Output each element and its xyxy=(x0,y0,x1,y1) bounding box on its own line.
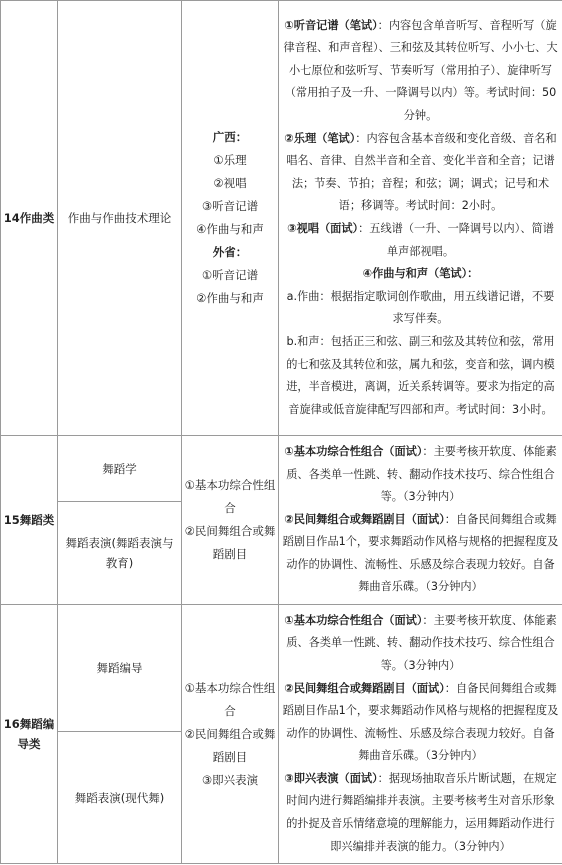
desc-title: ①基本功综合性组合（面试） xyxy=(284,444,423,458)
row-dance-a xyxy=(1,436,562,502)
desc-paragraph xyxy=(282,610,559,678)
subject-item: ②视唱 xyxy=(213,176,247,190)
desc-text: b.和声：包括正三和弦、副三和弦及其转位和弦，常用的七和弦及其转位和弦，属九和弦，变音和弦，调内模进，半音模进，离调，近关系转调等。要求为指定的高音旋律或低音旋律配写四部和声。考试时间：3小时。 xyxy=(286,334,555,416)
desc-title: ①基本功综合性组合（面试） xyxy=(284,613,423,627)
desc-paragraph xyxy=(282,218,559,263)
subject-item: ①基本功综合性组合 xyxy=(184,680,276,718)
desc-text: ：自备民间舞组合或舞蹈剧目作品1个，要求舞蹈动作风格与规格的把握程度及动作的协调性、流畅性、乐感及综合表现力较好。自备舞曲音乐碟。（3分钟内） xyxy=(282,681,559,763)
desc-text: a.作曲：根据指定歌词创作歌曲，用五线谱记谱，不要求写伴奏。 xyxy=(286,289,555,326)
desc-text: ：主要考核开软度、体能素质、各类单一性跳、转、翻动作技术技巧、综合性组合等。（3分钟内） xyxy=(286,444,557,504)
sub-major-cell: 舞蹈学 xyxy=(58,436,182,502)
subject-item: ①乐理 xyxy=(213,153,247,167)
subjects-cell xyxy=(182,436,279,605)
desc-title: ③即兴表演（面试） xyxy=(284,771,378,785)
desc-title: ④作曲与和声（笔试）： xyxy=(362,267,479,281)
desc-text: ：内容包含单音听写、音程听写（旋律音程、和声音程）、三和弦及其转位听写、小小七、大小七原位和弦听写、节奏听写（常用拍子）、旋律听写（常用拍子及一升、一降调号以内）等。考试时间：50分钟。 xyxy=(283,18,558,123)
subject-item: ②民间舞组合或舞蹈剧目 xyxy=(184,726,276,764)
desc-title: ②民间舞组合或舞蹈剧目（面试） xyxy=(284,512,445,526)
subject-item: ④作曲与和声 xyxy=(196,222,264,236)
desc-paragraph xyxy=(282,441,559,509)
desc-text: ：五线谱（一升、一降调号以内）、简谱单声部视唱。 xyxy=(358,222,554,258)
subject-item: ①听音记谱 xyxy=(201,268,259,282)
row-composition xyxy=(1,1,562,436)
row-choreo-a xyxy=(1,605,562,732)
subject-item: ②作曲与和声 xyxy=(196,291,264,305)
desc-title: ①听音记谱（笔试） xyxy=(284,18,378,32)
outside-label: 外省： xyxy=(212,245,248,259)
desc-paragraph xyxy=(282,509,559,599)
sub-major-cell: 舞蹈编导 xyxy=(58,605,182,732)
description-cell xyxy=(279,605,562,864)
description-cell xyxy=(279,1,562,436)
subjects-cell xyxy=(182,1,279,436)
category-cell: 16舞蹈编导类 xyxy=(1,605,58,864)
desc-paragraph xyxy=(282,15,559,128)
subject-item: ③听音记谱 xyxy=(201,199,259,213)
subject-item: ②民间舞组合或舞蹈剧目 xyxy=(184,524,276,561)
category-cell: 14作曲类 xyxy=(1,1,58,436)
desc-title: ②民间舞组合或舞蹈剧目（面试） xyxy=(284,681,445,695)
desc-text: ：据现场抽取音乐片断试题，在规定时间内进行舞蹈编排并表演。主要考核考生对音乐形象的扑捉及音乐情绪意境的理解能力，运用舞蹈动作进行即兴编排并表演的能力。（3分钟内） xyxy=(286,771,557,853)
desc-title: ②乐理（笔试） xyxy=(284,131,356,145)
desc-text: ：内容包含基本音级和变化音级、音名和唱名、音律、自然半音和全音、变化半音和全音；记谱法；节奏、节拍；音程；和弦；调；调式；记号和术语；移调等。考试时间：2小时。 xyxy=(286,131,557,213)
desc-paragraph xyxy=(282,768,559,858)
subjects-cell xyxy=(182,605,279,864)
sub-major-cell: 作曲与作曲技术理论 xyxy=(58,1,182,436)
subject-item: ③即兴表演 xyxy=(201,772,259,787)
desc-text: ：自备民间舞组合或舞蹈剧目作品1个，要求舞蹈动作风格与规格的把握程度及动作的协调性、流畅性、乐感及综合表现力较好。自备舞曲音乐碟。（3分钟内） xyxy=(282,512,559,594)
desc-text: ：主要考核开软度、体能素质、各类单一性跳、转、翻动作技术技巧、综合性组合等。（3分钟内） xyxy=(286,613,557,672)
desc-paragraph xyxy=(282,678,559,768)
desc-title: ③视唱（面试） xyxy=(287,222,359,235)
category-cell: 15舞蹈类 xyxy=(1,436,58,605)
subject-item: ①基本功综合性组合 xyxy=(184,478,276,515)
description-cell xyxy=(279,436,562,605)
desc-paragraph xyxy=(282,263,559,286)
desc-paragraph xyxy=(282,128,559,218)
sub-major-cell: 舞蹈表演(舞蹈表演与教育) xyxy=(58,502,182,605)
sub-major-cell: 舞蹈表演(现代舞) xyxy=(58,732,182,864)
guangxi-label: 广西： xyxy=(212,130,248,144)
